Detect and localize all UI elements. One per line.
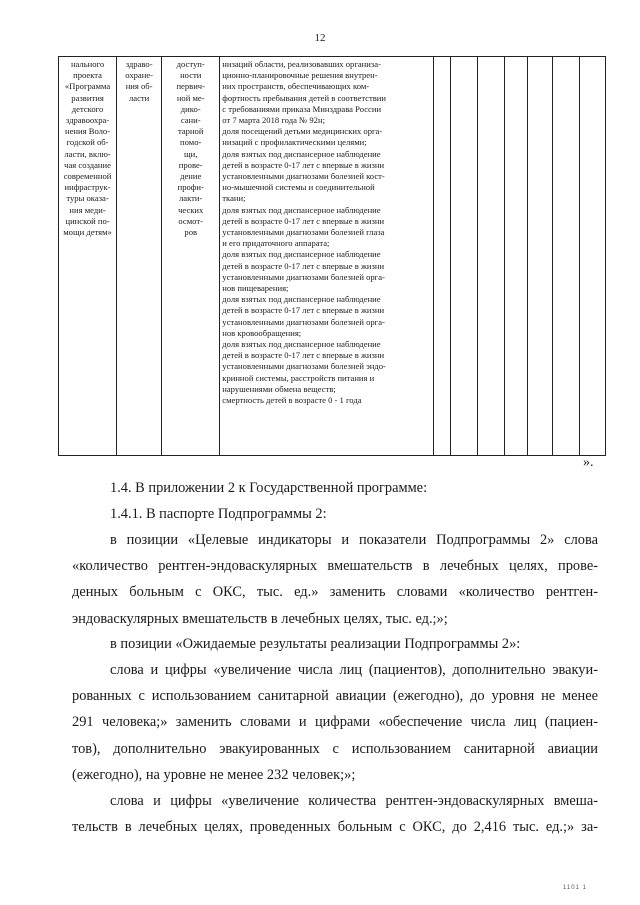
paragraph-line: слова и цифры «увеличение числа лиц (пациентов), дополнительно эвакуи- [110,662,598,678]
cell-line: с требованиями приказа Минздрава России [222,103,382,114]
empty-cell [552,57,579,456]
cell-line: ния меди- [69,204,106,215]
cell-line: ционно-планировочные решения внутрен- [222,70,378,81]
cell-line: нального [70,59,105,69]
cell-line: доля посещений детьми медицинских орга- [222,126,383,137]
cell-line: детей в возрасте 0-17 лет с впервые в жизни [222,305,385,316]
cell-line: прове- [178,159,203,170]
paragraph-line: 1.4. В приложении 2 к Государственной программе: [110,480,428,496]
paragraph-line: эндоваскулярных вмешательств в лечебных целях, тыс. ед.;»; [72,610,448,627]
paragraph-line: денных больным с ОКС, тыс. ед.» заменить словами «количество рентген- [72,584,598,601]
cell-line: доступ- [176,59,205,69]
paragraph-line: тельств в лечебных целях, проведенных больным с ОКС, до 2,416 тыс. ед.;» за- [72,819,598,836]
cell-line: первич- [176,81,205,92]
cell-line: детей в возрасте 0-17 лет с впервые в жизни [222,350,385,361]
empty-cell [504,57,527,456]
cell-line: установленными диагнозами болезней кост- [222,171,385,182]
cell-line: доля взятых под диспансерное наблюдение [222,249,381,260]
cell-line: современной [63,171,112,182]
cell-line: ткани; [222,193,246,204]
cell-line: и его придаточного аппарата; [222,238,330,249]
cell-line: детского [71,103,104,114]
paragraph-1-4-1 [72,501,598,527]
cell-line: чая создание [64,159,111,170]
paragraph-line: тов), дополнительно эвакуированных с использованием санитарной авиации [72,740,598,757]
cell-line: них пространств, обеспечивающих ком- [222,81,370,92]
cell-line: цинской по- [65,215,110,226]
cell-line: ности [180,70,202,81]
paragraph-line: в позиции «Ожидаемые результаты реализации Подпрограммы 2»: [110,636,521,652]
empty-cell [477,57,504,456]
cell-line: ческих [178,204,204,215]
paragraph-expected-results [72,631,598,657]
table-row [59,57,606,456]
cell-line: здравоохра- [65,115,110,126]
cell-line: ров [184,227,198,238]
cell-line: профи- [177,182,204,193]
task-cell [162,57,220,456]
cell-line: нения Воло- [65,126,111,137]
cell-line: помо- [180,137,202,148]
paragraph-line: в позиции «Целевые индикаторы и показатели Подпрограммы 2» слова [110,532,598,548]
cell-line: доля взятых под диспансерное наблюдение [222,204,381,215]
empty-cell [433,57,450,456]
cell-line: низаций области, реализовавших организа- [222,59,381,69]
paragraph-target-indicators [72,527,598,632]
cell-line: детей в возрасте 0-17 лет с впервые в жизни [222,159,385,170]
cell-line: доля взятых под диспансерное наблюдение [222,294,381,305]
cell-line: установленными диагнозами болезней эндо- [222,361,386,372]
cell-line: установленными диагнозами болезней глаза [222,227,385,238]
empty-cell [579,57,605,456]
cell-line: доля взятых под диспансерное наблюдение [222,339,381,350]
paragraph-line: слова и цифры «увеличение количества рентген-эндоваскулярных вмеша- [110,793,598,809]
cell-line: но-мышечной системы и соединительной [222,182,375,193]
cell-line: смертность детей в возрасте 0 - 1 года [222,395,362,406]
cell-line: ния об- [125,81,153,92]
page-number: 12 [314,32,326,44]
cell-line: ласти, вклю- [64,148,111,159]
closing-quote: ». [583,455,594,470]
cell-line: установленными диагнозами болезней орга- [222,271,385,282]
cell-line: детей в возрасте 0-17 лет с впервые в жизни [222,260,385,271]
cell-line: туры оказа- [66,193,109,204]
paragraph-line: 291 человека;» заменить словами и цифрами «обеспечение числа лиц (пациен- [72,714,598,731]
cell-line: низаций с профилактическими целями; [222,137,367,148]
empty-cell [450,57,477,456]
cell-line: годской об- [66,137,109,148]
executor-cell [117,57,162,456]
cell-line: охране- [125,70,154,81]
cell-line: осмот- [178,215,203,226]
cell-line: фортность пребывания детей в соответствии [222,92,387,103]
paragraph-line: (ежегодно), на уровне не менее 232 человек;»; [72,766,356,783]
cell-line: ласти [128,92,150,103]
cell-line: нов кровообращения; [222,327,302,338]
cell-line: от 7 марта 2018 года № 92н; [222,115,325,126]
cell-line: доля взятых под диспансерное наблюдение [222,148,381,159]
cell-line: здраво- [125,59,153,69]
cell-line: развития [71,92,104,103]
cell-line: дение [180,171,202,182]
cell-line: ной ме- [176,92,205,103]
cell-line: нов пищеварения; [222,283,289,294]
cell-line: сани- [180,115,201,126]
paragraph-line: 1.4.1. В паспорте Подпрограммы 2: [110,506,327,522]
cell-line: дико- [180,103,201,114]
paragraph-line: рованных с использованием санитарной авиации (ежегодно), до уровня не менее [72,688,598,705]
project-name-cell [59,57,117,456]
cell-line: детей в возрасте 0-17 лет с впервые в жизни [222,215,385,226]
indicators-table [58,56,606,456]
cell-line: проекта [73,70,102,81]
cell-line: лакти- [179,193,203,204]
paragraph-line: «количество рентген-эндоваскулярных вмешательств в лечебных целях, прове- [72,558,598,575]
cell-line: нарушениями обмена веществ; [222,383,336,394]
footer-mark: 1101 1 [563,885,587,891]
cell-line: щи, [184,148,198,159]
cell-line: тарной [177,126,204,137]
cell-line: кринной системы, расстройств питания и [222,372,375,383]
cell-line: инфраструк- [64,182,111,193]
cell-line: установленными диагнозами болезней орга- [222,316,385,327]
empty-cell [527,57,552,456]
paragraph-interventions [72,788,598,840]
cell-line: мощи детям» [63,227,112,238]
paragraph-1-4 [72,475,598,501]
cell-line: «Программа [64,81,111,92]
indicators-cell [220,57,433,456]
paragraph-evacuation [72,657,598,788]
